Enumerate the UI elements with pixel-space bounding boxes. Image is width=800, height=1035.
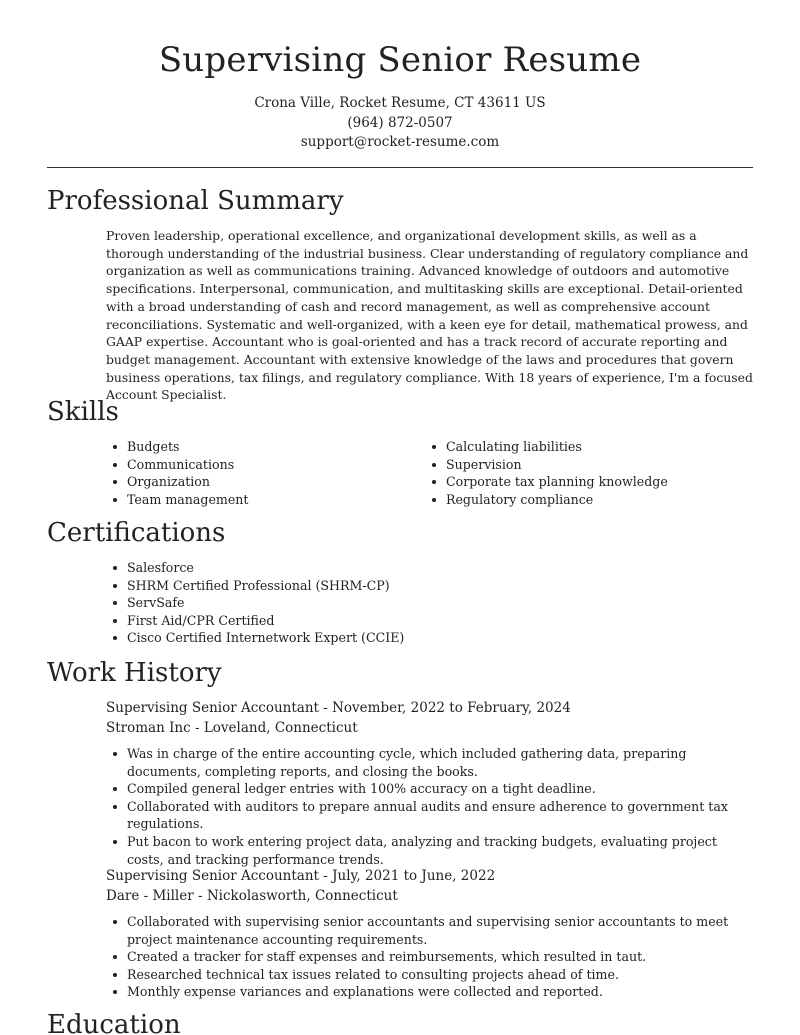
job-bullet: Was in charge of the entire accounting cycle, which included gathering data, preparing documents, completing reports, and closing the books. xyxy=(106,745,756,780)
section-title-certifications: Certifications xyxy=(47,518,226,548)
section-title-education: Education xyxy=(47,1010,181,1035)
skill-item: Organization xyxy=(106,473,248,491)
job-entry xyxy=(106,867,756,1001)
job-bullet: Put bacon to work entering project data, analyzing and tracking budgets, evaluating project costs, and tracking performance trends. xyxy=(106,833,756,868)
resume-title: Supervising Senior Resume xyxy=(158,40,642,80)
skill-item: Regulatory compliance xyxy=(425,491,668,509)
job-location: - Nickolasworth, Connecticut xyxy=(193,887,398,904)
contact-phone: (964) 872-0507 xyxy=(347,114,453,131)
job-company: Dare - Miller xyxy=(106,887,194,904)
job-bullet: Monthly expense variances and explanations were collected and reported. xyxy=(106,983,756,1001)
job-bullet: Collaborated with supervising senior accountants and supervising senior accountants to meet project maintenance accounting requirements. xyxy=(106,913,756,948)
job-dates: - November, 2022 to February, 2024 xyxy=(318,700,571,716)
job-company-line xyxy=(106,719,756,739)
skill-item: Budgets xyxy=(106,438,248,456)
skill-item: Calculating liabilities xyxy=(425,438,668,456)
section-title-work-history: Work History xyxy=(47,658,222,688)
job-company: Stroman Inc xyxy=(106,719,191,736)
contact-email: support@rocket-resume.com xyxy=(300,134,500,150)
certifications-list xyxy=(106,559,404,647)
skill-item: Corporate tax planning knowledge xyxy=(425,473,668,491)
job-role-line xyxy=(106,867,756,887)
job-role: Supervising Senior Accountant xyxy=(106,700,319,716)
job-bullet: Collaborated with auditors to prepare annual audits and ensure adherence to government tax regulations. xyxy=(106,798,756,833)
section-title-skills: Skills xyxy=(47,397,119,427)
skill-item: Communications xyxy=(106,456,248,474)
job-dates: - July, 2021 to June, 2022 xyxy=(318,868,496,884)
skills-list-right xyxy=(425,438,668,508)
job-bullet: Compiled general ledger entries with 100% accuracy on a tight deadline. xyxy=(106,780,756,798)
job-bullet: Researched technical tax issues related to consulting projects ahead of time. xyxy=(106,966,756,984)
section-title-summary: Professional Summary xyxy=(47,186,344,216)
header-divider xyxy=(47,167,753,168)
job-role: Supervising Senior Accountant xyxy=(106,868,319,884)
job-bullets xyxy=(106,745,756,868)
job-company-line xyxy=(106,887,756,907)
skill-item: Team management xyxy=(106,491,248,509)
job-location: - Loveland, Connecticut xyxy=(190,719,358,736)
job-role-line xyxy=(106,699,756,719)
job-entry xyxy=(106,699,756,868)
certification-item: First Aid/CPR Certified xyxy=(106,612,404,630)
certification-item: ServSafe xyxy=(106,594,404,612)
contact-address: Crona Ville, Rocket Resume, CT 43611 US xyxy=(254,95,546,111)
job-bullets xyxy=(106,913,756,1001)
job-bullet: Created a tracker for staff expenses and reimbursements, which resulted in taut. xyxy=(106,948,756,966)
certification-item: Cisco Certified Internetwork Expert (CCIE) xyxy=(106,629,404,647)
skill-item: Supervision xyxy=(425,456,668,474)
skills-list-left xyxy=(106,438,248,508)
certification-item: Salesforce xyxy=(106,559,404,577)
summary-text: Proven leadership, operational excellence, and organizational development skills, as well as a thorough understanding of the industrial business. Clear understanding of regulatory compliance and organization as well as communications training. Advanced knowledge of outdoors and automotive specifications. Interpersonal, communication, and multitasking skills are exceptional. Detail-oriented with a broad understanding of cash and record management, as well as comprehensive account reconciliations. Systematic and well-organized, with a keen eye for detail, mathematical prowess, and GAAP expertise. Accountant who is goal-oriented and has a track record of accurate reporting and budget management. Accountant with extensive knowledge of the laws and procedures that govern business operations, tax filings, and regulatory compliance. With 18 years of experience, I'm a focused Account Specialist. xyxy=(106,228,753,403)
certification-item: SHRM Certified Professional (SHRM-CP) xyxy=(106,577,404,595)
contact-block xyxy=(0,94,800,153)
